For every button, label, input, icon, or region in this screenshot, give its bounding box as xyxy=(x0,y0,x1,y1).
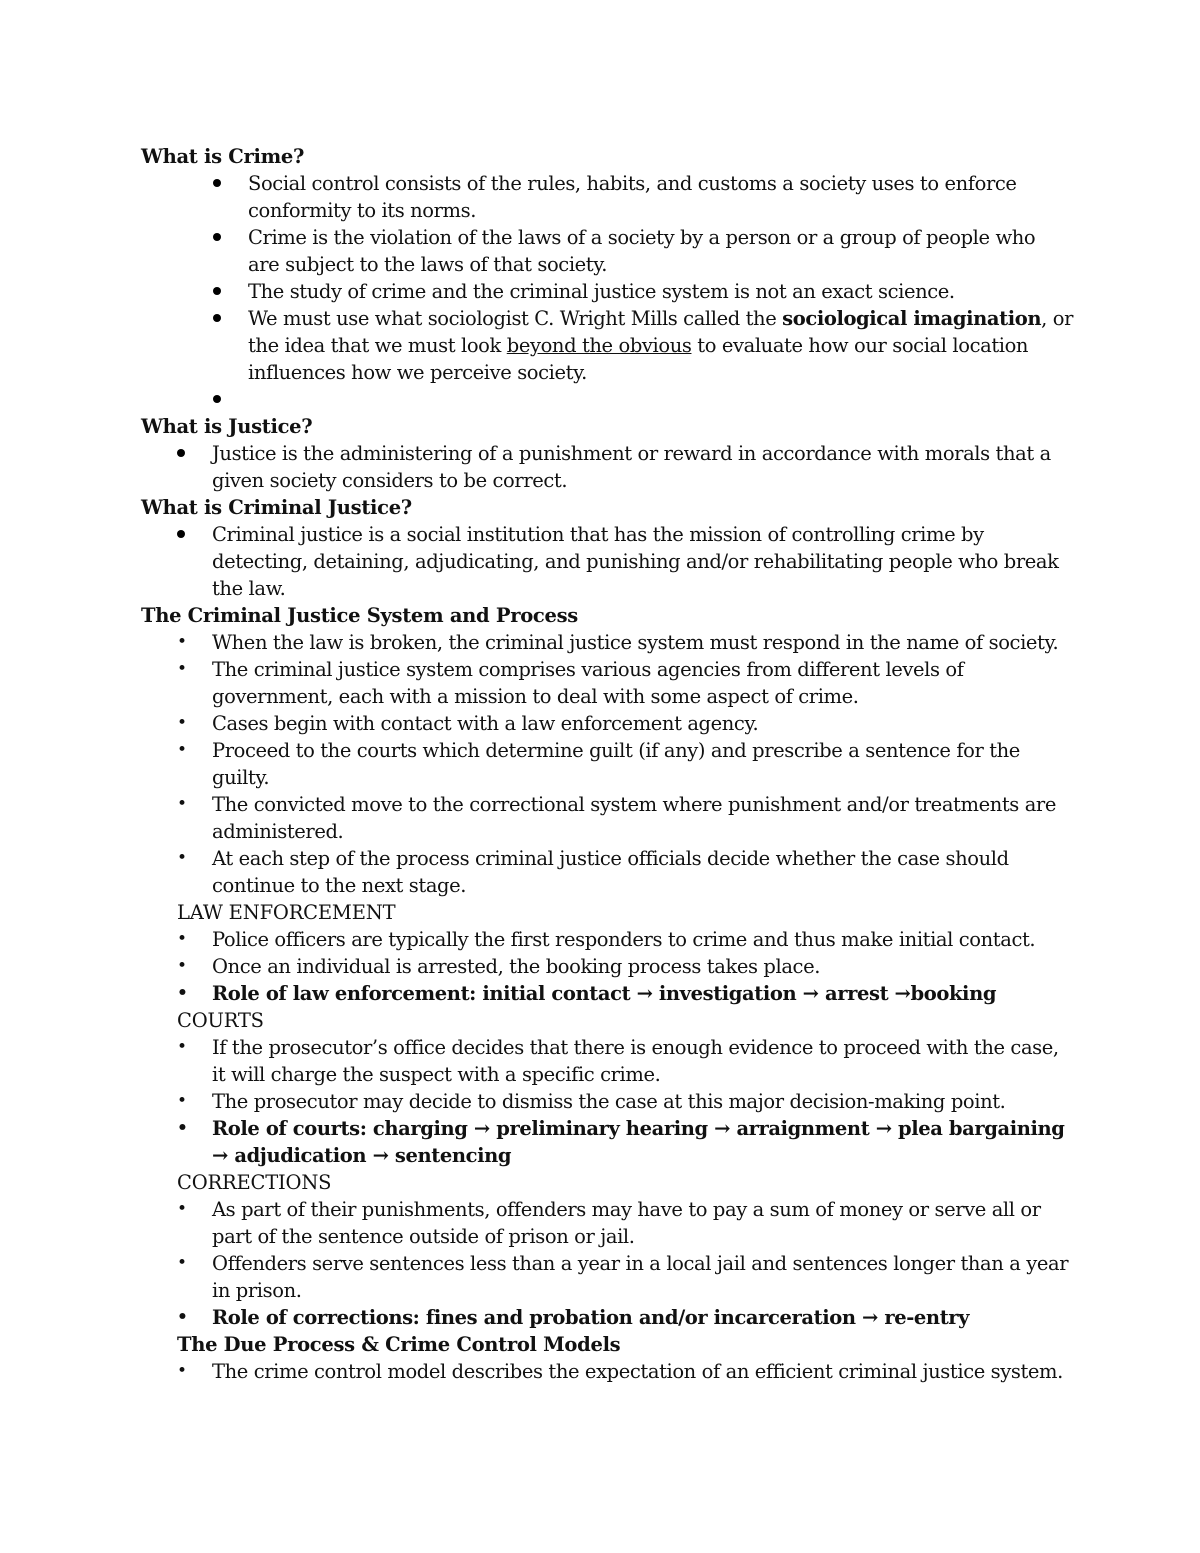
system-item-5-line-2: administered. xyxy=(212,820,344,843)
system-item-4-line-2: guilty. xyxy=(212,766,270,789)
bullet-dot: • xyxy=(177,632,188,652)
bullet-dot: • xyxy=(177,929,188,949)
heading-law-enforcement: LAW ENFORCEMENT xyxy=(177,901,396,924)
crime-item-1-line-2: conformity to its norms. xyxy=(248,199,477,222)
heading-corrections: CORRECTIONS xyxy=(177,1171,332,1194)
crime-item-2-line-1: Crime is the violation of the laws of a society by a person or a group of people who xyxy=(248,226,1036,249)
models-item-1-line-1: The crime control model describes the expectation of an efficient criminal justice system. xyxy=(212,1360,1063,1383)
bullet-dot xyxy=(177,449,185,457)
justice-item-1-line-1: Justice is the administering of a punishment or reward in accordance with morals that a xyxy=(212,442,1051,465)
corrections-item-1-line-2: part of the sentence outside of prison or jail. xyxy=(212,1225,635,1248)
system-item-5-line-1: The convicted move to the correctional system where punishment and/or treatments are xyxy=(212,793,1056,816)
system-item-2-line-2: government, each with a mission to deal with some aspect of crime. xyxy=(212,685,859,708)
bullet-dot: • xyxy=(177,848,188,868)
heading-what-is-crime: What is Crime? xyxy=(141,145,305,168)
crime-item-1-line-1: Social control consists of the rules, habits, and customs a society uses to enforce xyxy=(248,172,1017,195)
bullet-dot xyxy=(213,179,221,187)
bullet-dot: • xyxy=(177,1037,188,1057)
heading-what-is-justice: What is Justice? xyxy=(141,415,313,438)
bullet-dot: • xyxy=(177,956,188,976)
corrections-item-2-line-1: Offenders serve sentences less than a year in a local jail and sentences longer than a year xyxy=(212,1252,1069,1275)
system-item-3-line-1: Cases begin with contact with a law enforcement agency. xyxy=(212,712,759,735)
bullet-dot xyxy=(213,287,221,295)
sociological-imagination-term: sociological imagination xyxy=(782,307,1042,330)
law-item-1-line-1: Police officers are typically the first responders to crime and thus make initial contact. xyxy=(212,928,1036,951)
bullet-dot: • xyxy=(177,713,188,733)
bullet-dot: • xyxy=(177,1253,188,1273)
system-item-4-line-1: Proceed to the courts which determine guilt (if any) and prescribe a sentence for the xyxy=(212,739,1020,762)
bullet-dot xyxy=(213,233,221,241)
heading-what-is-criminal-justice: What is Criminal Justice? xyxy=(141,496,412,519)
heading-courts: COURTS xyxy=(177,1009,264,1032)
beyond-the-obvious-phrase: beyond the obvious xyxy=(506,334,692,357)
justice-item-1-line-2: given society considers to be correct. xyxy=(212,469,568,492)
bullet-dot: • xyxy=(177,794,188,814)
corrections-item-2-line-2: in prison. xyxy=(212,1279,302,1302)
bullet-dot: • xyxy=(177,1118,188,1138)
bullet-dot: • xyxy=(177,1307,188,1327)
courts-role-line-2: → adjudication → sentencing xyxy=(212,1144,512,1167)
bullet-dot: • xyxy=(177,1199,188,1219)
courts-item-2-line-1: The prosecutor may decide to dismiss the case at this major decision-making point. xyxy=(212,1090,1006,1113)
criminal-justice-item-1-line-1: Criminal justice is a social institution that has the mission of controlling crime by xyxy=(212,523,984,546)
bullet-dot: • xyxy=(177,1361,188,1381)
empty-bullet-dot xyxy=(213,395,221,403)
corrections-role-line-1: Role of corrections: fines and probation and/or incarceration → re-entry xyxy=(212,1306,970,1329)
bullet-dot: • xyxy=(177,659,188,679)
corrections-item-1-line-1: As part of their punishments, offenders may have to pay a sum of money or serve all or xyxy=(212,1198,1041,1221)
system-item-6-line-1: At each step of the process criminal justice officials decide whether the case should xyxy=(212,847,1009,870)
criminal-justice-item-1-line-3: the law. xyxy=(212,577,286,600)
law-role-line-1: Role of law enforcement: initial contact → investigation → arrest →booking xyxy=(212,982,997,1005)
heading-cj-system-and-process: The Criminal Justice System and Process xyxy=(141,604,578,627)
crime-item-4-line-1: We must use what sociologist C. Wright Mills called the sociological imagination, or xyxy=(248,307,1073,330)
system-item-2-line-1: The criminal justice system comprises various agencies from different levels of xyxy=(212,658,964,681)
crime-item-3-line-1: The study of crime and the criminal justice system is not an exact science. xyxy=(248,280,955,303)
crime-item-2-line-2: are subject to the laws of that society. xyxy=(248,253,608,276)
system-item-6-line-2: continue to the next stage. xyxy=(212,874,467,897)
courts-item-1-line-1: If the prosecutor’s office decides that there is enough evidence to proceed with the case, xyxy=(212,1036,1059,1059)
crime-item-4-line-2: the idea that we must look beyond the obvious to evaluate how our social location xyxy=(248,334,1029,357)
bullet-dot: • xyxy=(177,1091,188,1111)
system-item-1-line-1: When the law is broken, the criminal justice system must respond in the name of society. xyxy=(212,631,1059,654)
courts-role-line-1: Role of courts: charging → preliminary hearing → arraignment → plea bargaining xyxy=(212,1117,1065,1140)
crime-item-4-line-3: influences how we perceive society. xyxy=(248,361,587,384)
bullet-dot xyxy=(177,530,185,538)
bullet-dot xyxy=(213,314,221,322)
law-item-2-line-1: Once an individual is arrested, the booking process takes place. xyxy=(212,955,821,978)
criminal-justice-item-1-line-2: detecting, detaining, adjudicating, and punishing and/or rehabilitating people who break xyxy=(212,550,1059,573)
bullet-dot: • xyxy=(177,983,188,1003)
courts-item-1-line-2: it will charge the suspect with a specific crime. xyxy=(212,1063,661,1086)
bullet-dot: • xyxy=(177,740,188,760)
heading-due-process-models: The Due Process & Crime Control Models xyxy=(177,1333,621,1356)
